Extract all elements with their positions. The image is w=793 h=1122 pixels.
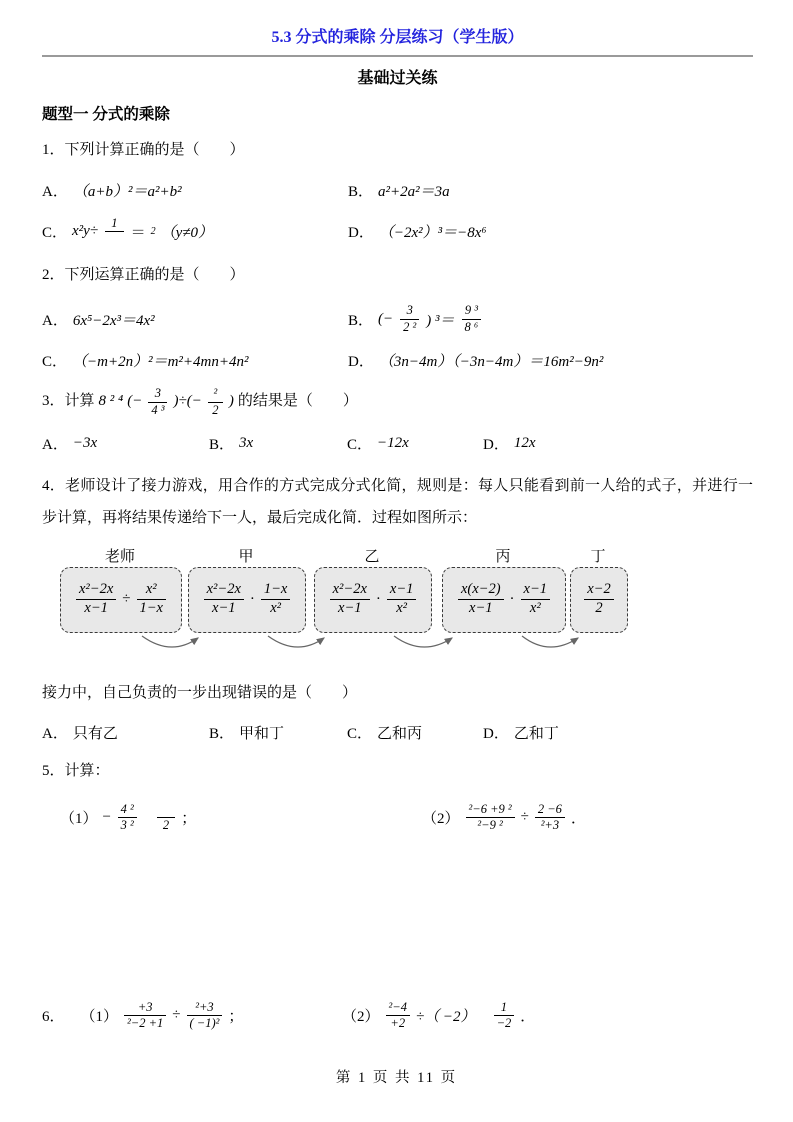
relay-label-jia: 甲 [238,548,254,565]
fraction-denominator: +2 [386,1015,410,1031]
multiply-dot-operator: · [509,591,515,607]
punctuation: ； [181,811,197,827]
fraction-numerator: x²−2x [206,581,241,598]
formula-open-paren: (− [127,393,143,410]
fraction-denominator: 4 ³ [148,402,167,418]
option-label: D． [483,437,509,453]
fraction [387,582,416,616]
q4-options [42,722,753,743]
q4-option-d [483,722,753,743]
part-label: （2） [422,811,460,827]
option-formula: （a+b）²＝a²+b² [72,183,182,200]
q3-option-c [347,433,483,454]
q1-options-row1 [42,180,753,201]
multiply-dot-operator: · [375,591,381,607]
relay-arrow-icon [394,636,452,647]
fraction-denominator: 3 ² [118,817,137,833]
option-formula-pre: x²y÷ [72,223,99,239]
option-label: D． [348,225,374,241]
q3-options [42,433,753,454]
orphan-superscript: 2 [150,226,156,237]
fraction-numerator: x(x−2) [460,581,501,598]
q3-stem-pre: 3．计算 [42,393,95,410]
fraction-numerator: ²+3 [195,999,214,1014]
multiply-dot-operator: · [249,591,255,607]
fraction-denominator: 2 ² [400,319,419,335]
fraction [462,304,482,334]
fraction-numerator: x−2 [587,581,611,598]
q5-part1 [42,803,422,833]
fraction-denominator: 8 ⁶ [462,319,482,335]
header-divider [42,55,753,57]
fraction-denominator: ²−9 ² [466,817,515,833]
relay-arrow-icon [142,636,198,647]
option-label: C． [347,437,373,453]
fraction-denominator: ²+3 [535,817,565,833]
formula-mid: )÷(− [173,393,202,410]
fraction-numerator: 3 [406,303,413,317]
option-label: A． [42,726,68,742]
option-label: D． [348,354,374,370]
relay-diagram [42,545,753,667]
fraction-denominator: x² [261,599,290,617]
fraction [386,1001,410,1031]
fraction [124,1001,166,1031]
fraction-denominator [105,231,124,247]
q5-stem: 5．计算： [42,763,110,779]
relay-box-yi [314,567,432,633]
fraction [208,387,223,417]
fraction-numerator: 3 [154,386,162,400]
fraction [466,803,515,833]
q3-stem-post: 的结果是（ ） [237,393,358,410]
fraction-numerator: x² [145,581,157,598]
option-text: 乙和丁 [513,726,559,742]
fraction [76,582,116,616]
option-formula: （−m+2n）²＝m²+4mn+4n² [72,354,249,370]
divide-operator: ÷ [520,809,529,825]
fraction-denominator: ²−2 +1 [124,1015,166,1031]
q2-option-c [42,350,348,371]
minus-sign: − [101,809,112,825]
q1-stem: 1．下列计算正确的是（ ） [42,142,245,158]
fraction [204,582,244,616]
relay-box-teacher [60,567,182,633]
fraction-numerator: x²−2x [332,581,367,598]
fraction [261,582,290,616]
q6-part1 [42,1001,342,1031]
q2-options-row2 [42,350,753,371]
option-formula: （3n−4m）（−3n−4m）＝16m²−9n² [378,354,604,370]
relay-label-ding: 丁 [590,548,606,565]
fraction-denominator: x² [387,599,416,617]
option-text: 乙和丙 [377,726,423,742]
fraction-denominator: 2 [157,817,176,833]
q5-parts [42,803,753,833]
fraction-denominator: x−1 [458,599,504,617]
fraction [330,582,370,616]
fraction [157,803,176,833]
q3-option-b [209,433,347,454]
relay-box-jia [188,567,306,633]
fraction [521,582,550,616]
q5-part2 [422,803,753,833]
q1-options-row2 [42,217,753,247]
q3-coefficient: 8 ² ⁴ [98,393,124,410]
fraction-numerator: 9 ³ [464,303,478,317]
relay-box-ding [570,567,628,633]
fraction-numerator: x−1 [523,581,548,598]
relay-arrow-icons [42,631,753,661]
option-label: A． [42,312,68,329]
question-number: 6． [42,1009,65,1025]
option-label: B． [209,726,235,742]
fraction [105,217,124,247]
fraction-numerator: 2 −6 [537,801,562,816]
option-text: 甲和丁 [239,726,285,742]
relay-box-bing [442,567,566,633]
option-formula: （−2x²）³＝−8x⁶ [378,225,487,241]
relay-label-bing: 丙 [495,548,511,565]
fraction-numerator: x−1 [389,581,414,598]
page-title: 5.3 分式的乘除 分层练习（学生版） [271,29,524,46]
punctuation: ； [228,1009,244,1025]
fraction-denominator: x² [521,599,550,617]
fraction [187,1001,223,1031]
q2-stem: 2．下列运算正确的是（ ） [42,266,245,283]
q2-options-row1 [42,304,753,334]
option-label: C． [347,726,373,742]
q1-option-d [348,221,753,242]
option-formula: 3x [239,435,254,451]
fraction-denominator: ( −1)² [187,1015,223,1031]
fraction-numerator: 4 ² [120,801,134,816]
option-label: B． [348,312,374,329]
formula-mid: ÷（ −2） [415,1009,476,1025]
fraction-numerator: +3 [137,999,153,1014]
option-formula-post: （y≠0） [160,225,213,241]
fraction-numerator: 1−x [263,581,288,598]
option-formula: a²+2a²＝3a [378,183,450,200]
fraction-numerator: x²−2x [79,581,114,598]
option-label: C． [42,354,68,370]
part-label: （1） [60,811,98,827]
option-formula: −12x [377,435,409,451]
q3-stem [42,387,753,417]
q2-option-b [348,304,753,334]
q4-followup: 接力中，自己负责的一步出现错误的是（ ） [42,684,358,701]
divide-operator: ÷ [172,1007,181,1023]
punctuation: ． [520,1009,536,1025]
option-label: A． [42,437,68,453]
punctuation: ． [570,811,586,827]
fraction [535,803,565,833]
fraction-numerator: 1 [500,999,508,1014]
fraction [400,304,419,334]
fraction-denominator: x−1 [76,599,116,617]
fraction [458,582,504,616]
q6-part2 [342,1001,753,1031]
fraction [494,1001,515,1031]
fraction-numerator [157,803,176,818]
divide-operator: ÷ [122,591,131,607]
q4-option-c [347,722,483,743]
section-heading: 基础过关练 [357,70,438,87]
q3-option-a [42,433,209,454]
q1-option-a [42,180,348,201]
option-label: A． [42,183,68,200]
fraction-numerator: ²−6 +9 ² [468,801,512,816]
fraction-denominator: −2 [494,1015,515,1031]
q3-option-d [483,433,753,454]
part-label: （2） [342,1009,380,1025]
option-label: B． [348,183,374,200]
option-formula: 6x⁵−2x³＝4x² [72,312,155,329]
fraction-denominator: 2 [208,402,223,418]
relay-label-yi: 乙 [364,548,380,565]
q1-option-c [42,217,348,247]
fraction-numerator: ² [213,386,218,400]
relay-label-teacher: 老师 [104,548,136,565]
fraction [148,387,167,417]
fraction-numerator: ²−4 [388,999,407,1014]
q1-option-b [348,180,753,201]
q4-stem: 4．老师设计了接力游戏，用合作的方式完成分式化简，规则是：每人只能看到前一人给的式子，并进行一步计算，再将结果传递给下一人，最后完成化简．过程如图所示： [42,478,753,527]
formula-open-paren: (− [378,310,394,327]
fraction-denominator: x−1 [204,599,244,617]
option-text: 只有乙 [72,726,118,742]
q6-parts [42,1001,753,1031]
formula-close-paren: ) [228,393,234,410]
option-formula: −3x [72,435,98,451]
option-label: B． [209,437,235,453]
page-footer: 第 1 页 共 11 页 [335,1070,458,1086]
formula-mid: ) ³＝ [426,312,455,329]
option-formula: 12x [513,435,536,451]
fraction-denominator: x−1 [330,599,370,617]
q4-option-b [209,722,347,743]
q4-option-a [42,722,209,743]
relay-arrow-icon [268,636,324,647]
option-label: D． [483,726,509,742]
fraction [137,582,166,616]
topic-heading: 题型一 分式的乘除 [42,106,170,123]
q2-option-a [42,309,348,330]
fraction-denominator: 1−x [137,599,166,617]
q2-option-d [348,350,753,371]
page-content [0,24,793,1031]
relay-arrow-icon [522,636,578,647]
fraction [584,582,613,616]
fraction-denominator: 2 [584,599,613,617]
equals-sign: ＝ [130,225,146,241]
fraction-numerator: 1 [111,215,118,230]
part-label: （1） [80,1009,119,1025]
fraction [118,803,137,833]
option-label: C． [42,225,68,241]
